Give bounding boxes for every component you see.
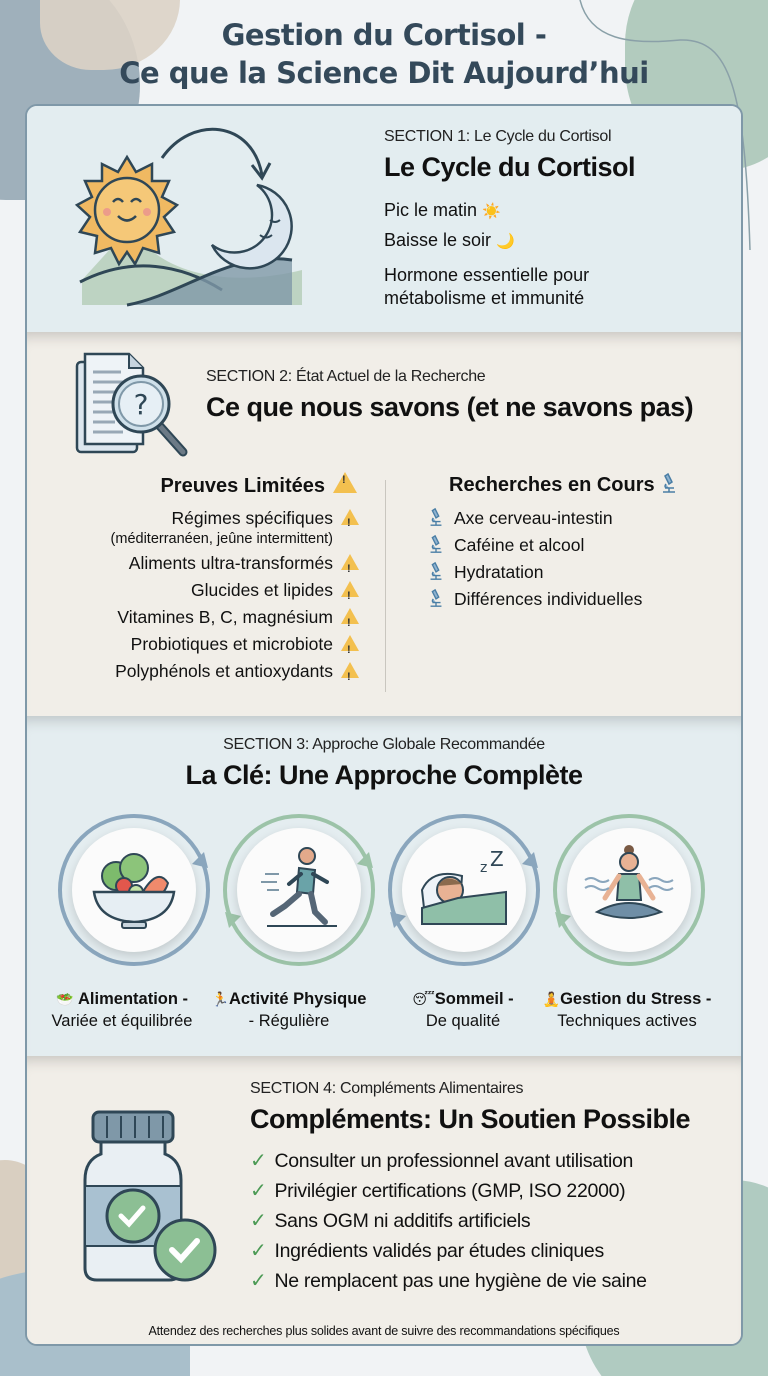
warning-icon <box>341 509 359 525</box>
list-item: Vitamines B, C, magnésium! <box>47 604 359 631</box>
list-item: ✓ Consulter un professionnel avant utilisation <box>250 1150 634 1172</box>
supplement-bottle-check-icon <box>77 1108 227 1288</box>
pillar-stress-badge <box>567 828 691 952</box>
title-line-1: Gestion du Cortisol - <box>221 18 547 52</box>
check-icon: ✓ <box>250 1210 267 1232</box>
list-item: Polyphénols et antioxydants! <box>47 658 359 685</box>
section-cortisol-cycle <box>27 106 741 332</box>
section3-kicker: SECTION 3: Approche Globale Recommandée <box>223 736 545 753</box>
section4-heading: Compléments: Un Soutien Possible <box>250 1104 691 1134</box>
microscope-icon <box>660 472 678 494</box>
list-item: Axe cerveau-intestin <box>427 505 727 532</box>
microscope-icon <box>427 561 445 581</box>
section1-kicker: SECTION 1: Le Cycle du Cortisol <box>384 128 612 145</box>
list-item: ✓ Sans OGM ni additifs artificiels <box>250 1210 531 1232</box>
meditation-emoji-icon: 🧘 <box>542 991 561 1007</box>
svg-text:z: z <box>480 860 488 876</box>
pillar-sleep-ring <box>384 810 544 970</box>
list-item: Glucides et lipides! <box>47 577 359 604</box>
list-item: Différences individuelles <box>427 586 727 613</box>
sleeping-person-icon <box>402 828 526 952</box>
moon-icon: 🌙 <box>496 233 515 250</box>
main-panel <box>25 104 743 1346</box>
section3-heading: La Clé: Une Approche Complète <box>185 760 583 790</box>
section1-line-evening: Baisse le soir 🌙 <box>384 230 515 250</box>
ongoing-research-title: Recherches en Cours <box>449 472 727 497</box>
section2-heading: Ce que nous savons (et ne savons pas) <box>206 392 694 422</box>
section1-heading: Le Cycle du Cortisol <box>384 152 636 182</box>
svg-text:?: ? <box>133 388 149 421</box>
section4-kicker: SECTION 4: Compléments Alimentaires <box>250 1080 524 1097</box>
pillar-activity-label: 🏃Activité Physique - Régulière <box>211 990 367 1030</box>
section1-line-morning: Pic le matin ☀️ <box>384 200 501 220</box>
microscope-icon <box>427 534 445 554</box>
runner-emoji-icon: 🏃 <box>211 991 229 1007</box>
list-item: ✓ Ingrédients validés par études cliniques <box>250 1240 604 1262</box>
ongoing-research-column <box>427 472 727 613</box>
disclaimer-footer: Attendez des recherches plus solides avant de suivre des recommandations spécifiques <box>148 1324 620 1338</box>
warning-icon <box>341 608 359 624</box>
list-item: ✓ Ne remplacent pas une hygiène de vie saine <box>250 1270 647 1292</box>
limited-evidence-list <box>47 506 359 685</box>
check-icon: ✓ <box>250 1150 267 1172</box>
sun-icon: ☀️ <box>482 203 501 220</box>
svg-text:Z: Z <box>490 847 504 871</box>
warning-icon <box>341 635 359 651</box>
check-icon: ✓ <box>250 1180 267 1202</box>
warning-icon <box>333 472 357 493</box>
list-item: Probiotiques et microbiote! <box>47 631 359 658</box>
microscope-icon <box>427 588 445 608</box>
warning-icon <box>341 662 359 678</box>
title-line-2: Ce que la Science Dit Aujourd’hui <box>119 56 649 90</box>
ongoing-research-list <box>427 505 727 613</box>
pillar-activity-badge <box>237 828 361 952</box>
pillar-activity-ring <box>219 810 379 970</box>
limited-evidence-title: Preuves Limitées! <box>47 472 359 498</box>
warning-icon <box>341 554 359 570</box>
section-supplements <box>27 1056 741 1344</box>
pillar-stress-label: 🧘Gestion du Stress - Techniques actives <box>542 990 712 1030</box>
sun-moon-cycle-icon <box>72 120 302 310</box>
warning-icon <box>341 581 359 597</box>
runner-icon <box>237 828 361 952</box>
check-icon: ✓ <box>250 1270 267 1292</box>
microscope-icon <box>427 507 445 527</box>
check-icon: ✓ <box>250 1240 267 1262</box>
pillar-diet-label: 🥗 Alimentation - Variée et équilibrée <box>51 990 193 1030</box>
sleeping-face-icon: 😴 <box>412 991 435 1007</box>
meditation-icon <box>567 828 691 952</box>
supplement-checklist <box>250 1146 647 1296</box>
pillar-sleep-label: 😴Sommeil - De qualité <box>412 990 514 1030</box>
page-title <box>0 16 768 92</box>
pillar-sleep-badge <box>402 828 526 952</box>
pillar-stress-ring <box>549 810 709 970</box>
salad-bowl-icon <box>72 828 196 952</box>
column-divider <box>385 480 386 692</box>
list-item: Régimes spécifiques! (méditerranéen, jeûne intermittent) <box>47 506 359 548</box>
document-magnifier-question-icon <box>73 352 198 462</box>
list-item: Hydratation <box>427 559 727 586</box>
limited-evidence-column <box>47 472 359 685</box>
section1-description: Hormone essentielle pour métabolisme et immunité <box>384 265 590 308</box>
salad-icon: 🥗 <box>55 991 74 1007</box>
pillar-diet-ring <box>54 810 214 970</box>
list-item: Caféine et alcool <box>427 532 727 559</box>
section2-kicker: SECTION 2: État Actuel de la Recherche <box>206 368 486 385</box>
section-research-state <box>27 332 741 716</box>
pillar-diet-badge <box>72 828 196 952</box>
section-global-approach <box>27 716 741 1056</box>
list-item: ✓ Privilégier certifications (GMP, ISO 22000) <box>250 1180 626 1202</box>
list-item: Aliments ultra-transformés! <box>47 550 359 577</box>
